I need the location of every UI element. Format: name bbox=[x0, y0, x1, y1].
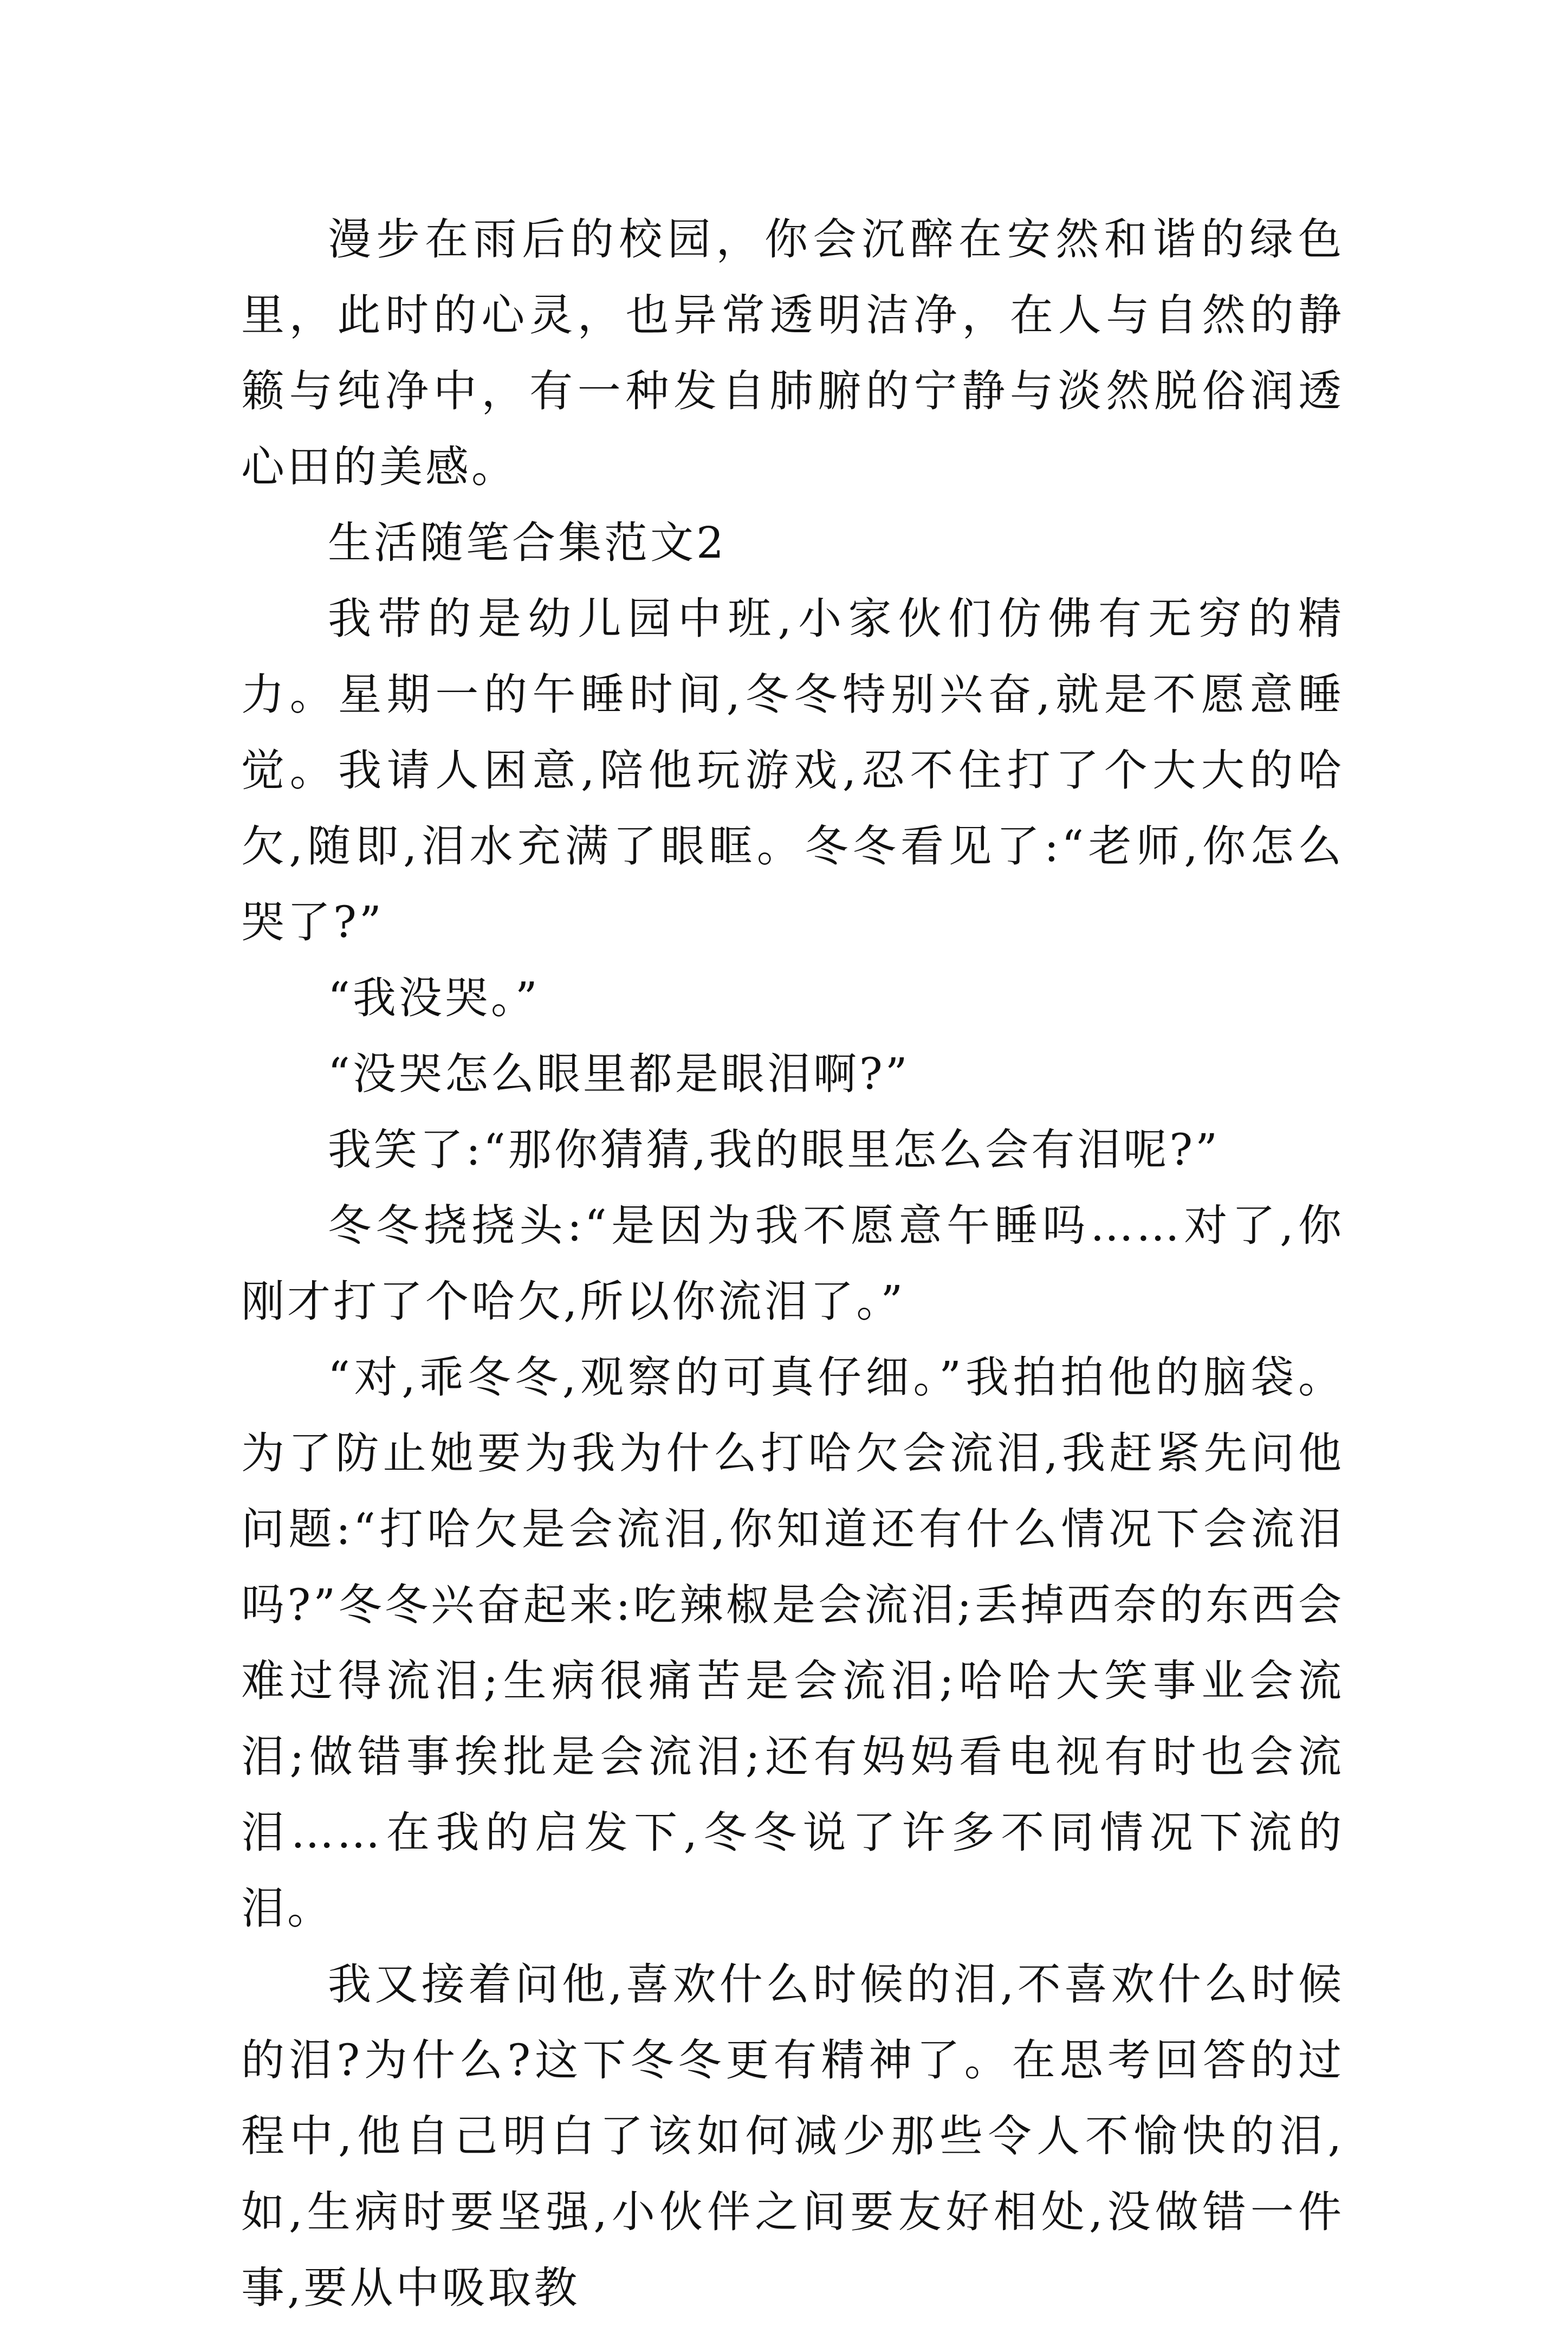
paragraph-kindergarten-intro: 我带的是幼儿园中班,小家伙们仿佛有无穷的精力。星期一的午睡时间,冬冬特别兴奋,就是不愿意睡觉。我请人困意,陪他玩游戏,忍不住打了个大大的哈欠,随即,泪水充满了眼眶。冬冬看见了:“老师,你怎么哭了?” bbox=[241, 593, 1344, 947]
paragraph-dialogue-yawn: 冬冬挠挠头:“是因为我不愿意午睡吗……对了,你刚才打了个哈欠,所以你流泪了。” bbox=[241, 1200, 1344, 1327]
paragraph-dialogue-guess: 我笑了:“那你猜猜,我的眼里怎么会有泪呢?” bbox=[328, 1125, 1221, 1175]
paragraph-tears-reflection: 我又接着问他,喜欢什么时候的泪,不喜欢什么时候的泪?为什么?这下冬冬更有精神了。在思考回答的过程中,他自己明白了该如何减少那些令人不愉快的泪,如,生病时要坚强,小伙伴之间要友好相处,没做错一件事,要从中吸取教 bbox=[241, 1959, 1344, 2313]
paragraph-dialogue-tears-question: “没哭怎么眼里都是眼泪啊?” bbox=[328, 1049, 910, 1099]
section-heading: 生活随笔合集范文2 bbox=[328, 518, 727, 568]
paragraph-campus-walk: 漫步在雨后的校园，你会沉醉在安然和谐的绿色里，此时的心灵，也异常透明洁净，在人与自然的静籁与纯净中，有一种发自肺腑的宁静与淡然脱俗润透心田的美感。 bbox=[241, 214, 1344, 492]
paragraph-dialogue-not-crying: “我没哭。” bbox=[328, 973, 540, 1023]
document-body bbox=[241, 202, 1344, 2326]
paragraph-tears-list: “对,乖冬冬,观察的可真仔细。”我拍拍他的脑袋。为了防止她要为我为什么打哈欠会流泪,我赶紧先问他问题:“打哈欠是会流泪,你知道还有什么情况下会流泪吗?”冬冬兴奋起来:吃辣椒是会流泪;丢掉西奈的东西会难过得流泪;生病很痛苦是会流泪;哈哈大笑事业会流泪;做错事挨批是会流泪;还有妈妈看电视有时也会流泪……在我的启发下,冬冬说了许多不同情况下流的泪。 bbox=[241, 1352, 1344, 1934]
